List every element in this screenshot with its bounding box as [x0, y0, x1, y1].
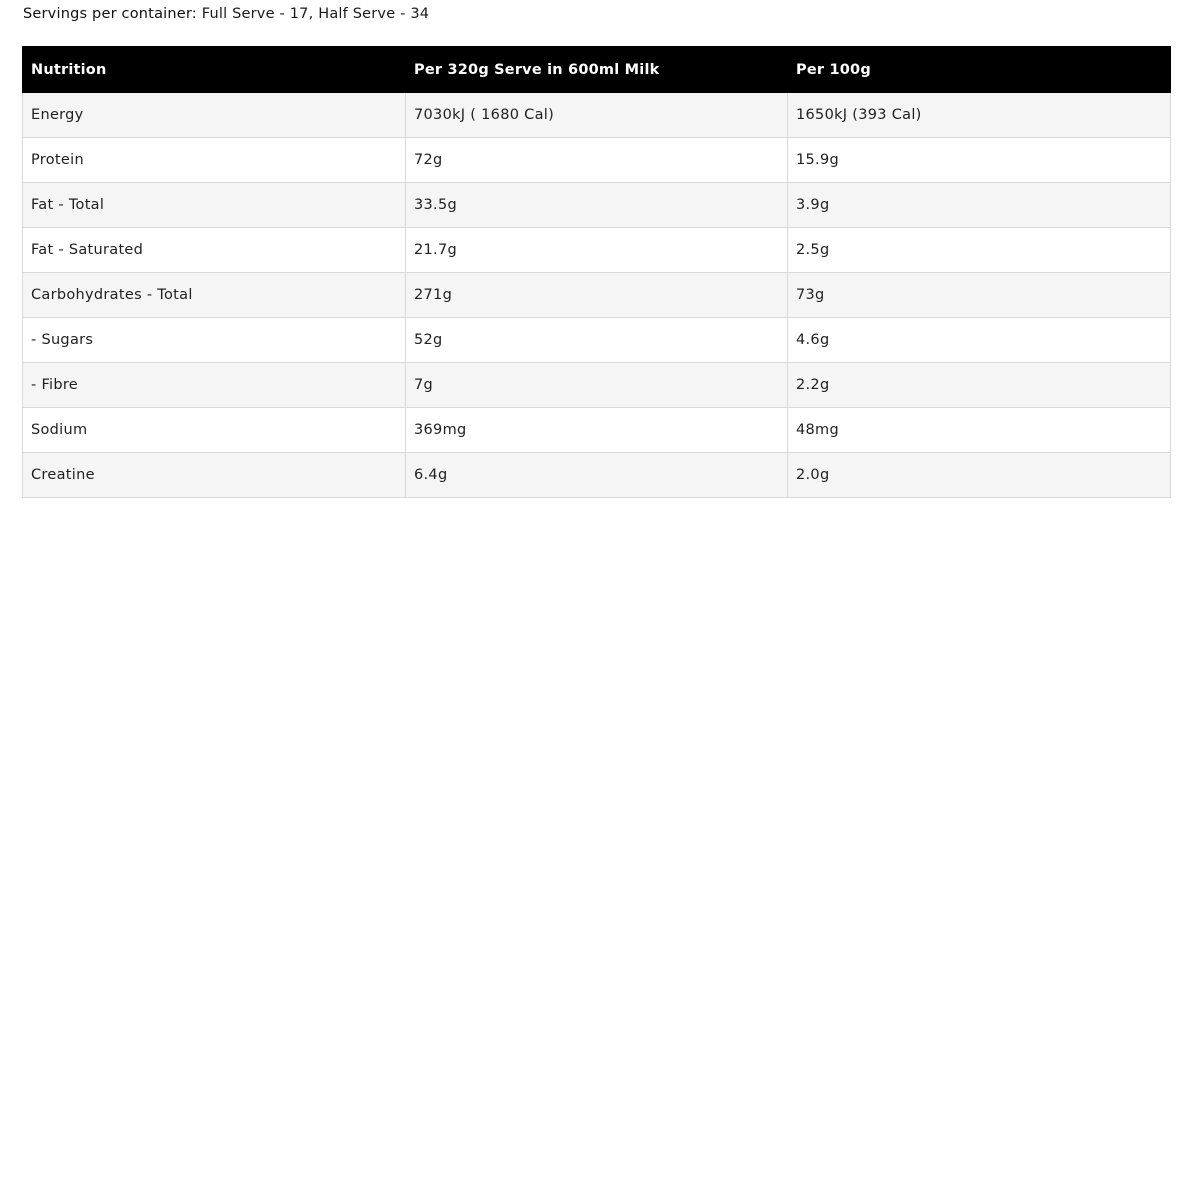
nutrient-name: Sodium [23, 408, 406, 453]
per-serve-value: 369mg [406, 408, 788, 453]
nutrient-name: Protein [23, 138, 406, 183]
per-serve-value: 271g [406, 273, 788, 318]
per-serve-value: 33.5g [406, 183, 788, 228]
servings-per-container [23, 6, 429, 22]
header-row [23, 47, 1171, 93]
servings-label: Servings per container: [23, 6, 197, 22]
nutrition-table-container [22, 46, 1170, 498]
header-per-100g: Per 100g [788, 47, 1171, 93]
table-row [23, 183, 1171, 228]
nutrient-name: Energy [23, 93, 406, 138]
table-row [23, 453, 1171, 498]
per-serve-value: 72g [406, 138, 788, 183]
per-100g-value: 2.2g [788, 363, 1171, 408]
nutrient-name: Carbohydrates - Total [23, 273, 406, 318]
nutrient-name: Fat - Total [23, 183, 406, 228]
table-row [23, 363, 1171, 408]
per-100g-value: 1650kJ (393 Cal) [788, 93, 1171, 138]
header-nutrition: Nutrition [23, 47, 406, 93]
per-100g-value: 48mg [788, 408, 1171, 453]
table-row [23, 228, 1171, 273]
nutrient-name: - Fibre [23, 363, 406, 408]
table-row [23, 273, 1171, 318]
per-serve-value: 21.7g [406, 228, 788, 273]
nutrient-name: - Sugars [23, 318, 406, 363]
per-100g-value: 3.9g [788, 183, 1171, 228]
nutrient-name: Creatine [23, 453, 406, 498]
per-100g-value: 4.6g [788, 318, 1171, 363]
nutrient-name: Fat - Saturated [23, 228, 406, 273]
per-serve-value: 7g [406, 363, 788, 408]
per-serve-value: 52g [406, 318, 788, 363]
per-100g-value: 2.0g [788, 453, 1171, 498]
table-row [23, 318, 1171, 363]
table-header [23, 47, 1171, 93]
per-serve-value: 7030kJ ( 1680 Cal) [406, 93, 788, 138]
nutrition-table [22, 46, 1171, 498]
per-100g-value: 73g [788, 273, 1171, 318]
per-serve-value: 6.4g [406, 453, 788, 498]
table-row [23, 93, 1171, 138]
table-row [23, 408, 1171, 453]
table-row [23, 138, 1171, 183]
header-per-serve: Per 320g Serve in 600ml Milk [406, 47, 788, 93]
per-100g-value: 2.5g [788, 228, 1171, 273]
per-100g-value: 15.9g [788, 138, 1171, 183]
servings-value: Full Serve - 17, Half Serve - 34 [201, 6, 430, 22]
table-body [23, 93, 1171, 498]
